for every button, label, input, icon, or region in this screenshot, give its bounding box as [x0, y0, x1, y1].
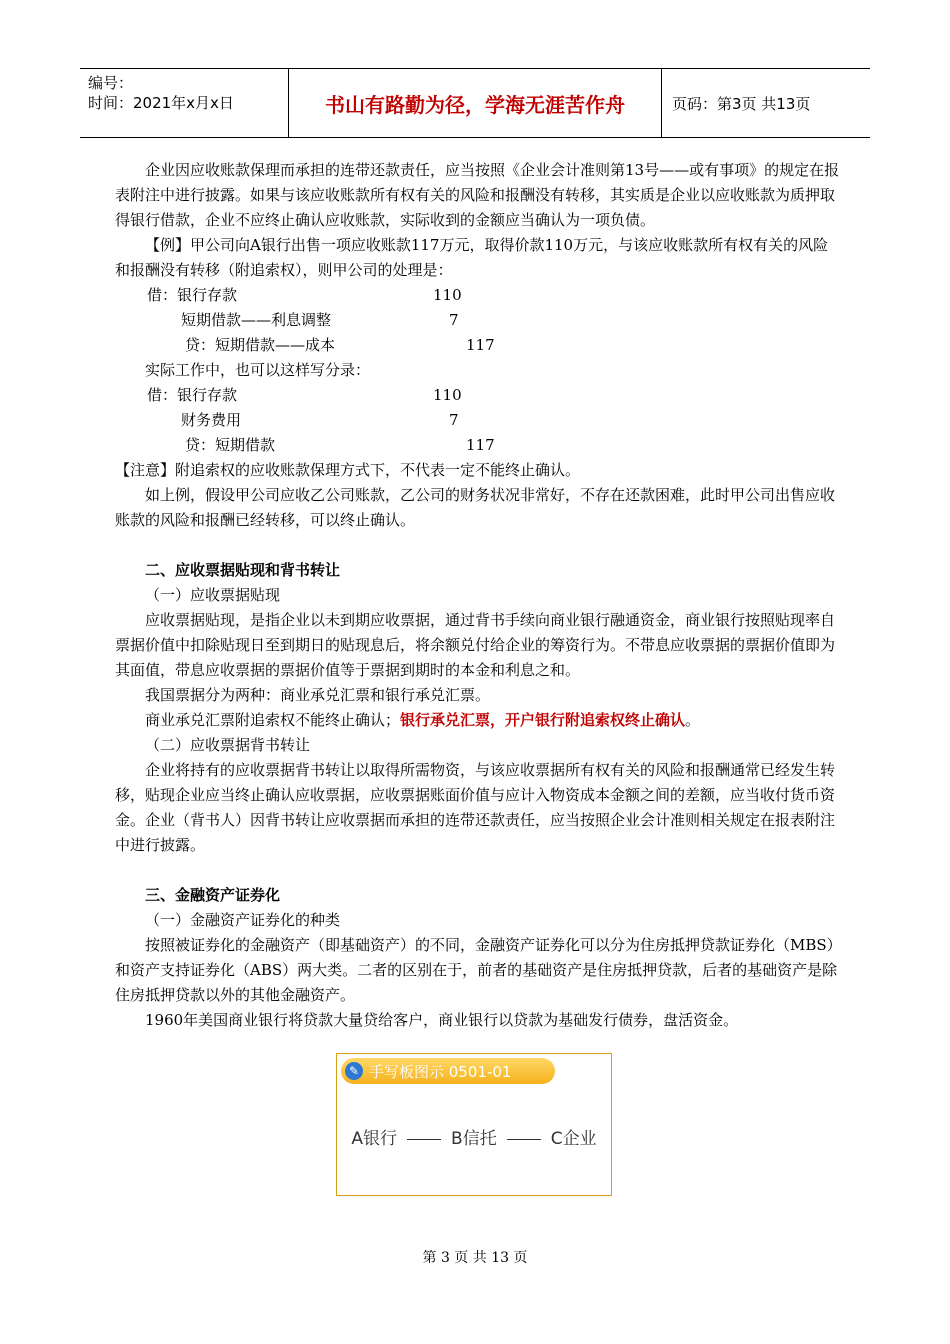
highlight-text: 银行承兑汇票，开户银行附追索权终止确认 — [400, 711, 686, 729]
journal-entry-2 — [115, 383, 840, 458]
paragraph: 我国票据分为两种：商业承兑汇票和银行承兑汇票。 — [145, 686, 491, 704]
subsection-title: （一）应收票据贴现 — [145, 586, 281, 604]
entry-amount: 110 — [433, 286, 462, 304]
entry-row — [115, 308, 840, 333]
paragraph: 1960年美国商业银行将贷款大量贷给客户，商业银行以贷款为基础发行债券，盘活资金。 — [145, 1011, 739, 1029]
header-left-cell — [80, 69, 289, 137]
handwriting-figure — [336, 1053, 612, 1196]
entry-amount: 110 — [433, 386, 462, 404]
figure-title-tab — [341, 1058, 555, 1084]
document-body — [115, 158, 840, 1033]
note-paragraph: 【注意】附追索权的应收账款保理方式下，不代表一定不能终止确认。 — [115, 461, 581, 479]
journal-entry-1 — [115, 283, 840, 358]
text-run: 商业承兑汇票附追索权不能终止确认； — [145, 711, 401, 729]
entry-amount: 117 — [466, 436, 495, 454]
entry-label: 短期借款——利息调整 — [181, 311, 332, 329]
entry-label: 借：银行存款 — [147, 286, 238, 304]
section-title: 三、金融资产证券化 — [145, 886, 281, 904]
entry-label: 财务费用 — [181, 411, 242, 429]
paragraph: 实际工作中，也可以这样写分录： — [145, 361, 371, 379]
entry-row — [115, 333, 840, 358]
paragraph: 如上例，假设甲公司应收乙公司账款，乙公司的财务状况非常好，不存在还款困难，此时甲公司出售应收账款的风险和报酬已经转移，可以终止确认。 — [115, 486, 836, 529]
entry-amount: 7 — [449, 411, 459, 429]
subsection-title: （二）应收票据背书转让 — [145, 736, 311, 754]
text-run: 。 — [685, 711, 701, 729]
page-header — [80, 68, 870, 138]
paragraph: 按照被证券化的金融资产（即基础资产）的不同，金融资产证券化可以分为住房抵押贷款证券化（MBS）和资产支持证券化（ABS）两大类。二者的区别在于，前者的基础资产是住房抵押贷款，后者的基础资产是除住房抵押贷款以外的其他金融资产。 — [115, 936, 838, 1004]
paragraph: 企业将持有的应收票据背书转让以取得所需物资，与该应收票据所有权有关的风险和报酬通常已经发生转移，贴现企业应当终止确认应收票据，应收票据账面价值与应计入物资成本金额之间的差额，应当收付货币资金。企业（背书人）因背书转让应收票据而承担的连带还款责任，应当按照企业会计准则相关规定在报表附注中进行披露。 — [115, 761, 836, 854]
header-page-label: 页码：第3页 共13页 — [672, 94, 811, 113]
paragraph: 应收票据贴现，是指企业以未到期应收票据，通过背书手续向商业银行融通资金，商业银行按照贴现率自票据价值中扣除贴现日至到期日的贴现息后，将余额兑付给企业的筹资行为。不带息应收票据的票据价值即为其面值，带息应收票据的票据价值等于票据到期时的本金和利息之和。 — [115, 611, 836, 679]
paragraph: 企业因应收账款保理而承担的连带还款责任，应当按照《企业会计准则第13号——或有事项》的规定在报表附注中进行披露。如果与该应收账款所有权有关的风险和报酬没有转移，其实质是企业以应收账款为质押取得银行借款，企业不应终止确认应收账款，实际收到的金额应当确认为一项负债。 — [115, 161, 840, 229]
figure-diagram — [337, 1124, 611, 1149]
node-a: A银行 — [351, 1129, 398, 1149]
node-c: C企业 — [550, 1129, 597, 1149]
subsection-title: （一）金融资产证券化的种类 — [145, 911, 341, 929]
page-footer: 第 3 页 共 13 页 — [422, 1250, 528, 1266]
paragraph-highlight — [115, 708, 840, 733]
section-title: 二、应收票据贴现和背书转让 — [145, 561, 341, 579]
time-label: 时间：2021年x月x日 — [88, 94, 234, 112]
entry-row — [115, 433, 840, 458]
node-b: B信托 — [451, 1129, 497, 1149]
connector-line — [407, 1139, 441, 1140]
header-motto: 书山有路勤为径，学海无涯苦作舟 — [289, 69, 662, 137]
entry-row — [115, 408, 840, 433]
example-paragraph: 【例】甲公司向A银行出售一项应收账款117万元，取得价款110万元，与该应收账款所有权有关的风险和报酬没有转移（附追索权），则甲公司的处理是： — [115, 236, 829, 279]
connector-line — [507, 1139, 541, 1140]
entry-label: 贷：短期借款——成本 — [185, 336, 336, 354]
entry-label: 借：银行存款 — [147, 386, 238, 404]
pen-icon: ✎ — [345, 1062, 363, 1080]
entry-label: 贷：短期借款 — [185, 436, 276, 454]
figure-title: 手写板图示 0501-01 — [369, 1062, 512, 1081]
entry-amount: 7 — [449, 311, 459, 329]
entry-amount: 117 — [466, 336, 495, 354]
entry-row — [115, 283, 840, 308]
entry-row — [115, 383, 840, 408]
number-label: 编号： — [88, 74, 134, 92]
